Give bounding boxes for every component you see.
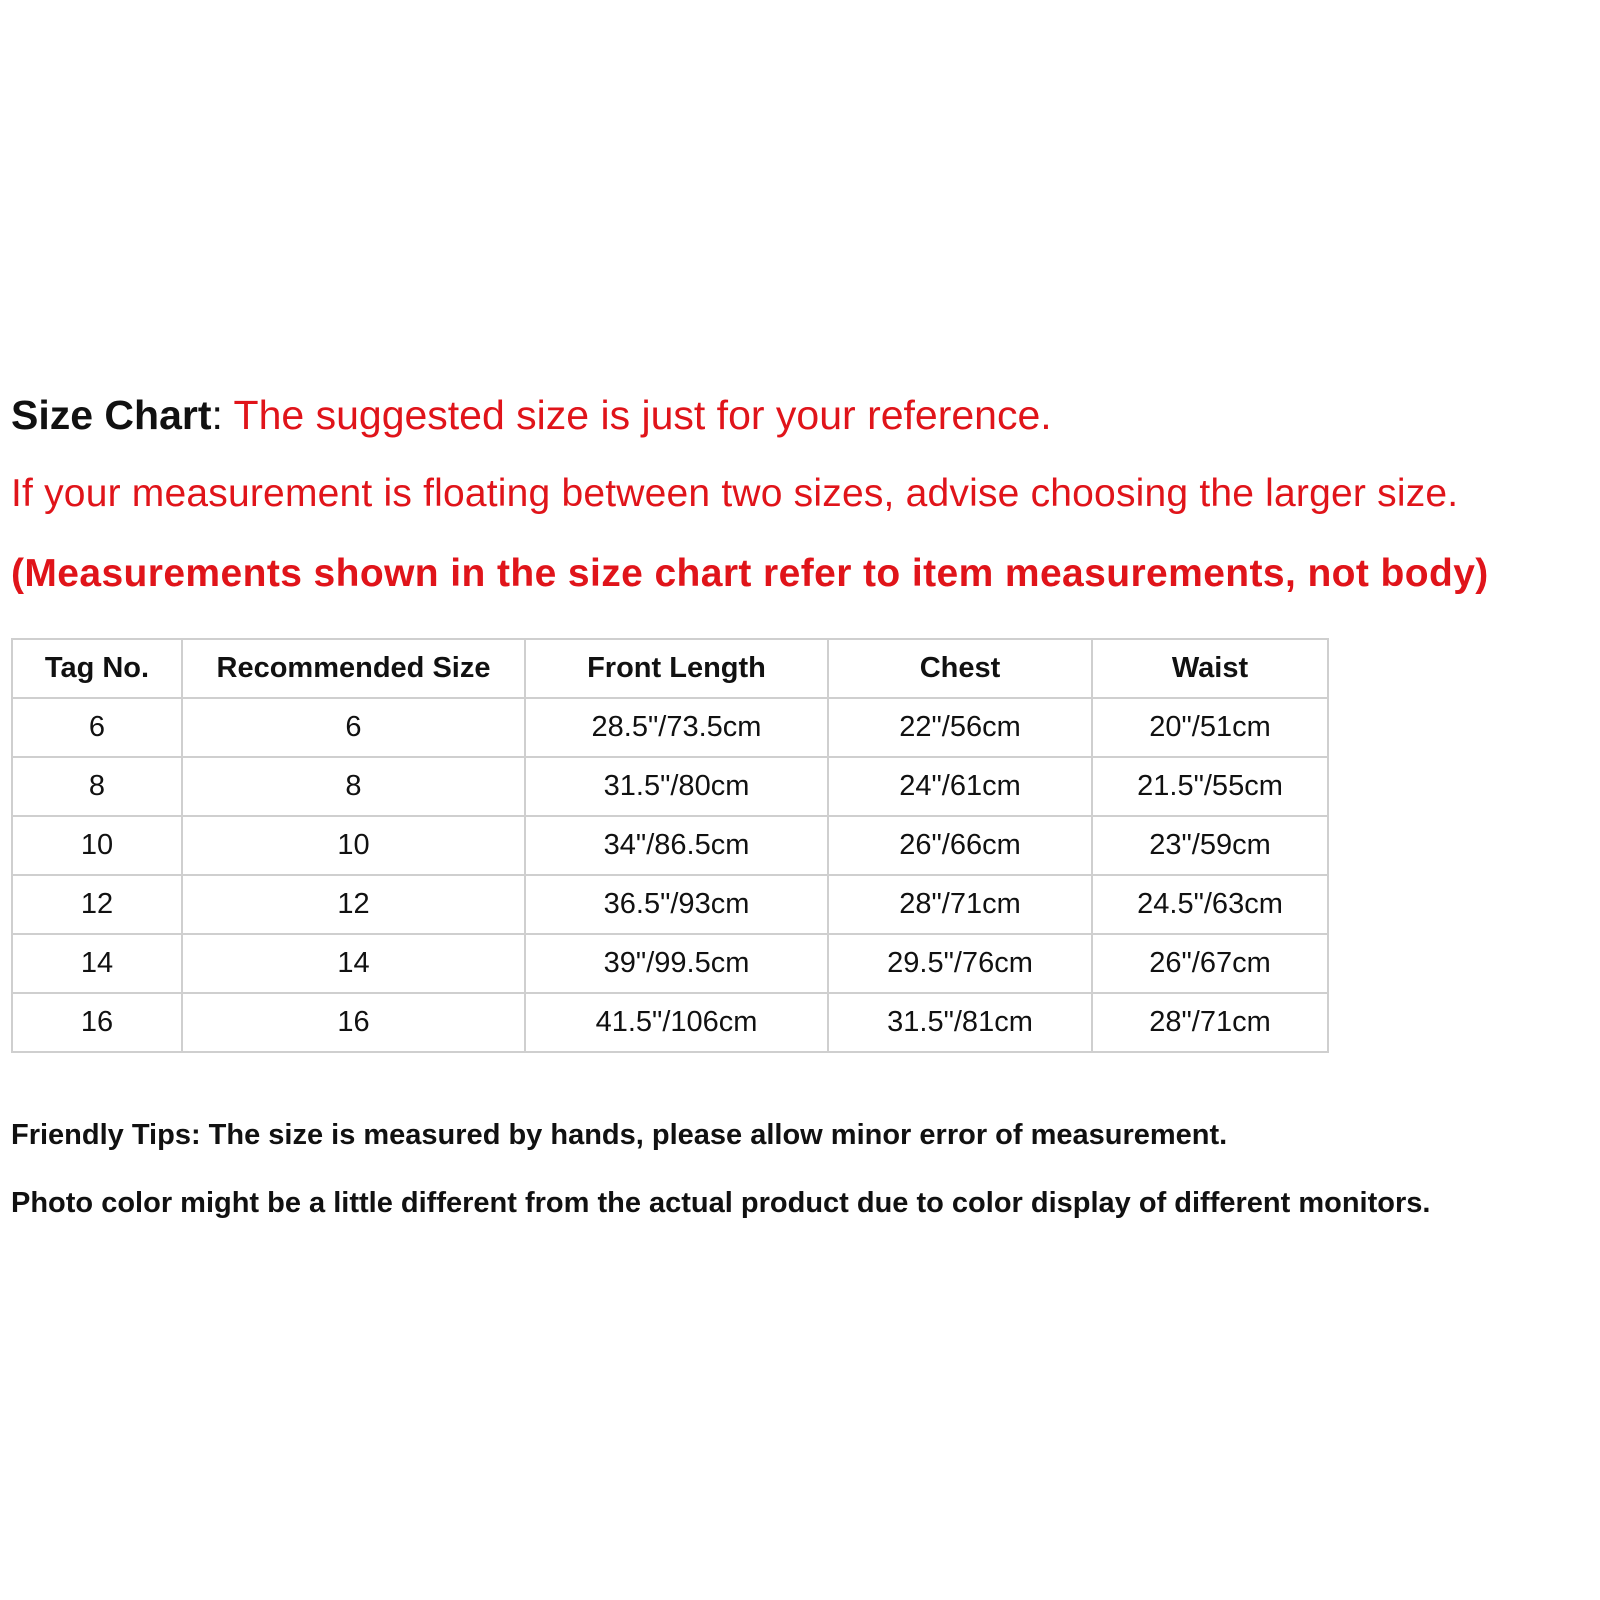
- table-row: [12, 993, 1328, 1052]
- table-cell-front-length: 31.5"/80cm: [525, 757, 828, 816]
- column-header-recommended-size: Recommended Size: [182, 639, 525, 698]
- table-cell-waist: 26"/67cm: [1092, 934, 1328, 993]
- table-cell-front-length: 34"/86.5cm: [525, 816, 828, 875]
- heading-separator: :: [211, 392, 234, 438]
- table-cell-recommended-size: 16: [182, 993, 525, 1052]
- table-cell-front-length: 39"/99.5cm: [525, 934, 828, 993]
- table-cell-chest: 31.5"/81cm: [828, 993, 1092, 1052]
- photo-color-note: Photo color might be a little different from the actual product due to color display of different monitors.: [11, 1187, 1431, 1219]
- column-header-front-length: Front Length: [525, 639, 828, 698]
- table-cell-waist: 23"/59cm: [1092, 816, 1328, 875]
- table-cell-tag-no: 16: [12, 993, 182, 1052]
- column-header-tag-no: Tag No.: [12, 639, 182, 698]
- table-cell-waist: 20"/51cm: [1092, 698, 1328, 757]
- table-cell-chest: 22"/56cm: [828, 698, 1092, 757]
- table-row: [12, 875, 1328, 934]
- sizing-advice: If your measurement is floating between two sizes, advise choosing the larger size.: [11, 472, 1459, 515]
- table-cell-recommended-size: 8: [182, 757, 525, 816]
- table-cell-chest: 24"/61cm: [828, 757, 1092, 816]
- table-cell-tag-no: 14: [12, 934, 182, 993]
- table-cell-chest: 29.5"/76cm: [828, 934, 1092, 993]
- measurement-disclaimer: (Measurements shown in the size chart refer to item measurements, not body): [11, 552, 1489, 595]
- table-cell-front-length: 28.5"/73.5cm: [525, 698, 828, 757]
- table-cell-recommended-size: 10: [182, 816, 525, 875]
- table-cell-waist: 21.5"/55cm: [1092, 757, 1328, 816]
- size-table: [11, 638, 1329, 1053]
- friendly-tips: Friendly Tips: The size is measured by hands, please allow minor error of measurement.: [11, 1119, 1228, 1151]
- table-cell-recommended-size: 6: [182, 698, 525, 757]
- table-cell-tag-no: 8: [12, 757, 182, 816]
- table-cell-chest: 26"/66cm: [828, 816, 1092, 875]
- size-chart-heading: [11, 392, 1052, 438]
- column-header-chest: Chest: [828, 639, 1092, 698]
- table-cell-tag-no: 12: [12, 875, 182, 934]
- table-cell-chest: 28"/71cm: [828, 875, 1092, 934]
- table-cell-waist: 24.5"/63cm: [1092, 875, 1328, 934]
- reference-note: The suggested size is just for your reference.: [233, 392, 1052, 438]
- table-cell-front-length: 36.5"/93cm: [525, 875, 828, 934]
- table-row: [12, 757, 1328, 816]
- table-cell-tag-no: 10: [12, 816, 182, 875]
- table-header-row: [12, 639, 1328, 698]
- table-row: [12, 934, 1328, 993]
- table-cell-recommended-size: 14: [182, 934, 525, 993]
- table-row: [12, 816, 1328, 875]
- table-cell-tag-no: 6: [12, 698, 182, 757]
- column-header-waist: Waist: [1092, 639, 1328, 698]
- table-cell-front-length: 41.5"/106cm: [525, 993, 828, 1052]
- table-cell-waist: 28"/71cm: [1092, 993, 1328, 1052]
- size-chart-label: Size Chart: [11, 392, 212, 438]
- table-row: [12, 698, 1328, 757]
- table-cell-recommended-size: 12: [182, 875, 525, 934]
